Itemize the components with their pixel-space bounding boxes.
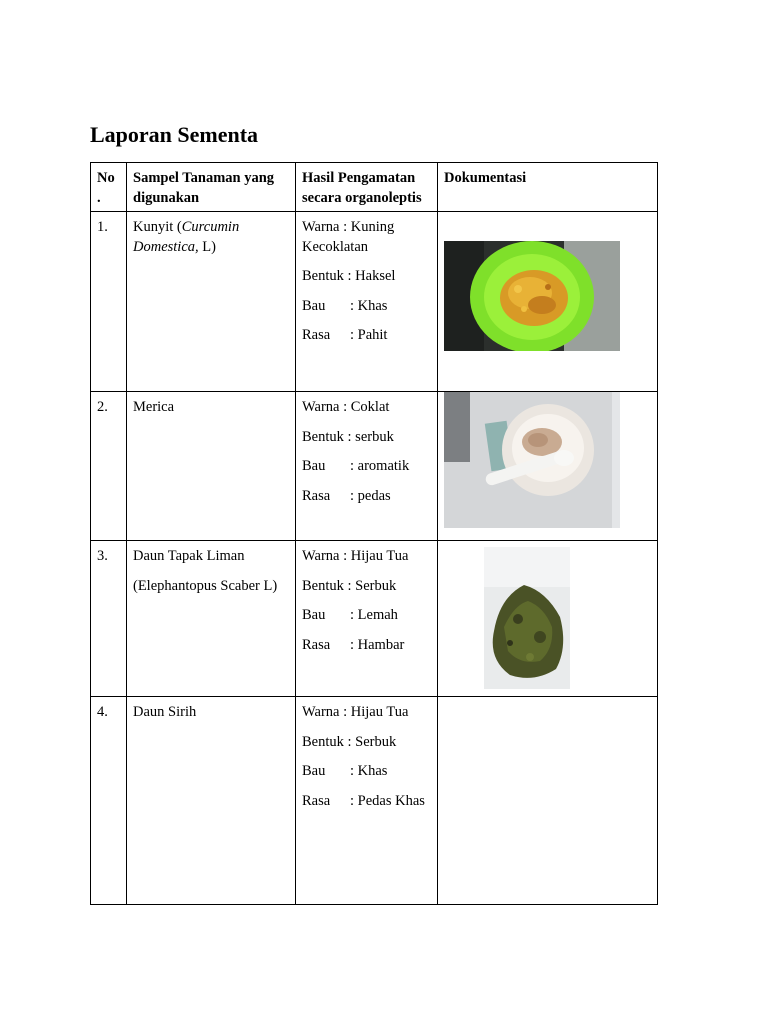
sample-name: Daun Sirih	[127, 697, 296, 905]
turmeric-bowl-photo	[444, 241, 620, 351]
header-documentation: Dokumentasi	[438, 163, 658, 212]
row-number: 2.	[91, 392, 127, 541]
pepper-mortar-photo	[444, 392, 620, 528]
row-number: 1.	[91, 212, 127, 392]
observation-cell	[296, 212, 438, 392]
table-row	[91, 541, 658, 697]
herb-powder-photo	[484, 547, 570, 689]
documentation-cell	[438, 541, 658, 697]
header-no: No .	[91, 163, 127, 212]
table-row	[91, 392, 658, 541]
documentation-cell	[438, 697, 658, 905]
obs-rasa: Rasa : Hambar	[302, 636, 405, 653]
obs-bentuk: Bentuk : serbuk	[302, 428, 394, 445]
obs-warna: Warna : Coklat	[302, 399, 390, 415]
table-row	[91, 212, 658, 392]
sample-name-italic: Curcumin Domestica,	[133, 219, 240, 255]
obs-bau: Bau : Khas	[302, 297, 388, 314]
page-title: Laporan Sementa	[90, 122, 259, 147]
documentation-cell	[438, 392, 658, 541]
row-number: 3.	[91, 541, 127, 697]
obs-warna: Warna : Kuning Kecoklatan	[302, 219, 395, 255]
obs-bentuk: Bentuk : Serbuk	[302, 733, 397, 750]
obs-bau: Bau : Lemah	[302, 607, 398, 623]
header-sample: Sampel Tanaman yang digunakan	[127, 163, 296, 212]
sample-name: Merica	[127, 392, 296, 541]
sample-name-pre: Kunyit (	[133, 219, 182, 235]
obs-bau: Bau : aromatik	[302, 458, 410, 474]
table-row	[91, 697, 658, 905]
observation-cell	[296, 697, 438, 905]
sample-name	[127, 541, 296, 697]
obs-warna: Warna : Hijau Tua	[302, 548, 409, 564]
obs-rasa: Rasa : Pedas Khas	[302, 792, 425, 809]
obs-bau: Bau : Khas	[302, 763, 388, 779]
sample-name	[127, 212, 296, 392]
sample-name-line1: Daun Tapak Liman	[133, 548, 245, 564]
documentation-cell	[438, 212, 658, 392]
obs-rasa: Rasa : pedas	[302, 487, 391, 504]
obs-bentuk: Bentuk : Haksel	[302, 268, 396, 284]
observation-cell	[296, 392, 438, 541]
sample-name-post: L)	[198, 238, 216, 255]
obs-rasa: Rasa : Pahit	[302, 327, 388, 343]
table-header-row	[91, 163, 658, 212]
obs-warna: Warna : Hijau Tua	[302, 704, 409, 720]
row-number: 4.	[91, 697, 127, 905]
sample-name-line2: (Elephantopus Scaber L)	[133, 577, 278, 594]
observation-cell	[296, 541, 438, 697]
obs-bentuk: Bentuk : Serbuk	[302, 577, 397, 594]
observation-table	[90, 162, 658, 905]
header-result: Hasil Pengamatan secara organoleptis	[296, 163, 438, 212]
